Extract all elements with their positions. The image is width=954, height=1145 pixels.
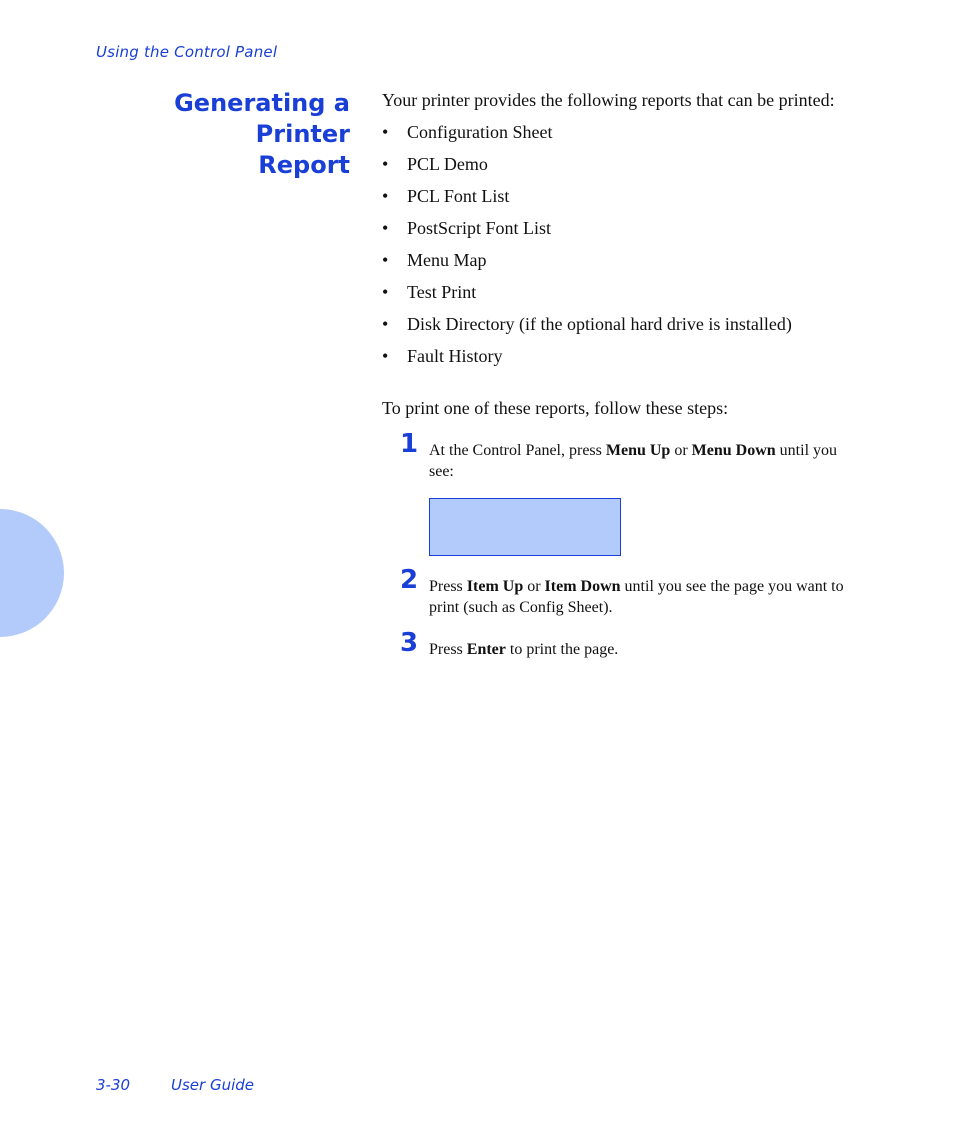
button-name: Item Up <box>466 578 524 595</box>
step-text <box>429 576 859 618</box>
intro-paragraph: Your printer provides the following reports that can be printed: <box>382 90 835 110</box>
step-text <box>429 440 859 482</box>
list-item: • PCL Font List <box>382 186 862 218</box>
step-text-part: until you see: <box>429 442 838 480</box>
button-name: Enter <box>466 641 506 658</box>
lcd-display-illustration <box>429 498 621 556</box>
list-item: • Configuration Sheet <box>382 122 862 154</box>
list-item: • Disk Directory (if the optional hard drive is installed) <box>382 314 862 346</box>
list-item: • Fault History <box>382 346 862 378</box>
step-text-part: or <box>670 442 692 459</box>
button-name: Menu Up <box>605 442 671 459</box>
step-text-part: to print the page. <box>505 641 619 658</box>
section-title <box>96 88 350 181</box>
chapter-thumb-tab <box>0 509 64 637</box>
step-number: 2 <box>400 565 419 595</box>
list-item: • PostScript Font List <box>382 218 862 250</box>
body-column <box>382 90 862 658</box>
footer-page-number: 3-30 <box>96 1076 131 1094</box>
section-title-line-1: Generating a Printer <box>174 89 350 148</box>
step-text-part: until you see the page you want to print (such as Config Sheet). <box>429 578 844 616</box>
step-text <box>429 639 859 660</box>
footer-doc-title: User Guide <box>171 1076 255 1094</box>
step-number: 1 <box>400 429 419 459</box>
steps-intro: To print one of these reports, follow these steps: <box>382 398 729 418</box>
running-head: Using the Control Panel <box>96 43 278 61</box>
list-item: • PCL Demo <box>382 154 862 186</box>
list-item: • Test Print <box>382 282 862 314</box>
step-text-part: Press <box>429 578 467 595</box>
button-name: Item Down <box>544 578 621 595</box>
step-text-part: Press <box>429 641 467 658</box>
step-text-part: or <box>523 578 545 595</box>
list-item: • Menu Map <box>382 250 862 282</box>
step-number: 3 <box>400 628 419 658</box>
report-list <box>382 122 862 378</box>
step-text-part: At the Control Panel, press <box>429 442 606 459</box>
button-name: Menu Down <box>691 442 776 459</box>
section-title-line-2: Report <box>258 151 350 179</box>
